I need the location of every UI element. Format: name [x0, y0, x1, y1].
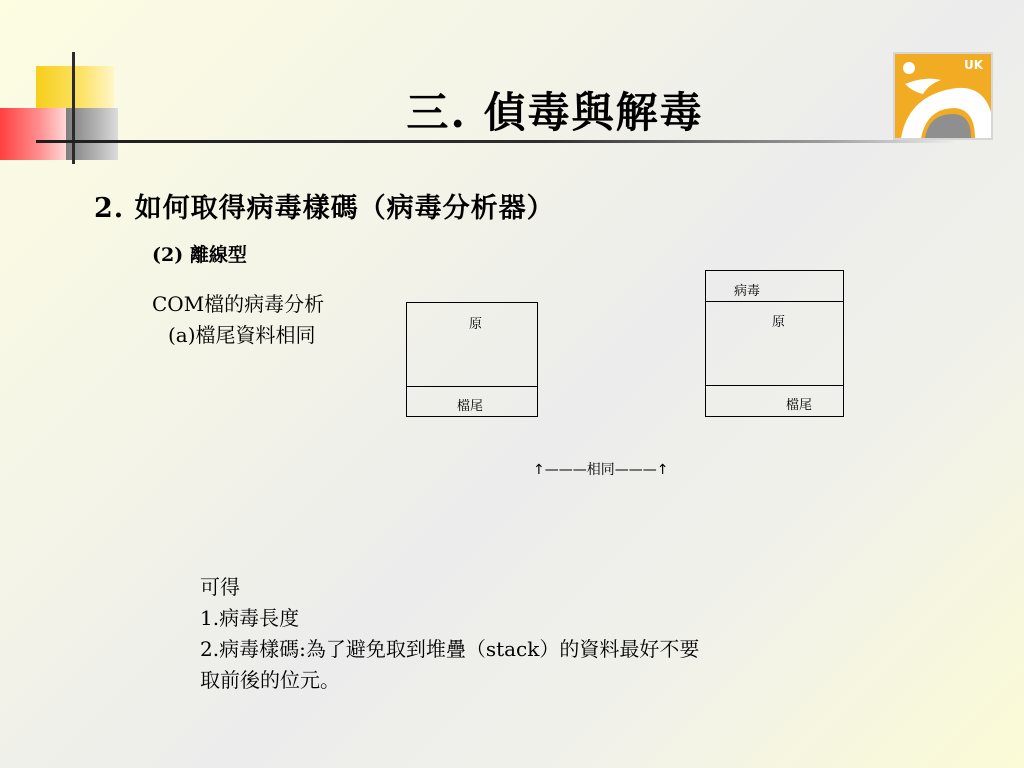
- box-divider: [407, 386, 537, 387]
- original-file-top-label: 原: [469, 317, 483, 332]
- same-tail-arrow: ↑———相同———↑: [533, 462, 669, 478]
- result-line-1: 可得: [200, 575, 240, 599]
- slide-title: 三. 偵毒與解毒: [406, 88, 704, 137]
- original-file-box: [406, 302, 538, 417]
- result-line-4: 取前後的位元。: [200, 668, 340, 692]
- result-line-3: 2.病毒樣碼:為了避免取到堆疊（stack）的資料最好不要: [200, 637, 700, 661]
- virus-header-label: 病毒: [734, 284, 761, 299]
- box-divider: [706, 301, 843, 302]
- logo-text: UK: [963, 58, 983, 72]
- box-divider: [706, 385, 843, 386]
- infected-file-tail-label: 檔尾: [786, 398, 813, 413]
- intro-line-2: (a)檔尾資料相同: [168, 323, 316, 347]
- sub-heading: (2) 離線型: [152, 244, 247, 266]
- section-heading: 2. 如何取得病毒樣碼（病毒分析器）: [94, 193, 555, 224]
- result-line-2: 1.病毒長度: [200, 606, 300, 630]
- result-text-block: [200, 572, 699, 696]
- infected-file-top-label: 原: [772, 315, 786, 330]
- original-file-tail-label: 檔尾: [457, 399, 484, 414]
- infected-file-box: [705, 270, 844, 417]
- intro-line-1: COM檔的病毒分析: [152, 292, 325, 316]
- title-underline: [36, 140, 956, 143]
